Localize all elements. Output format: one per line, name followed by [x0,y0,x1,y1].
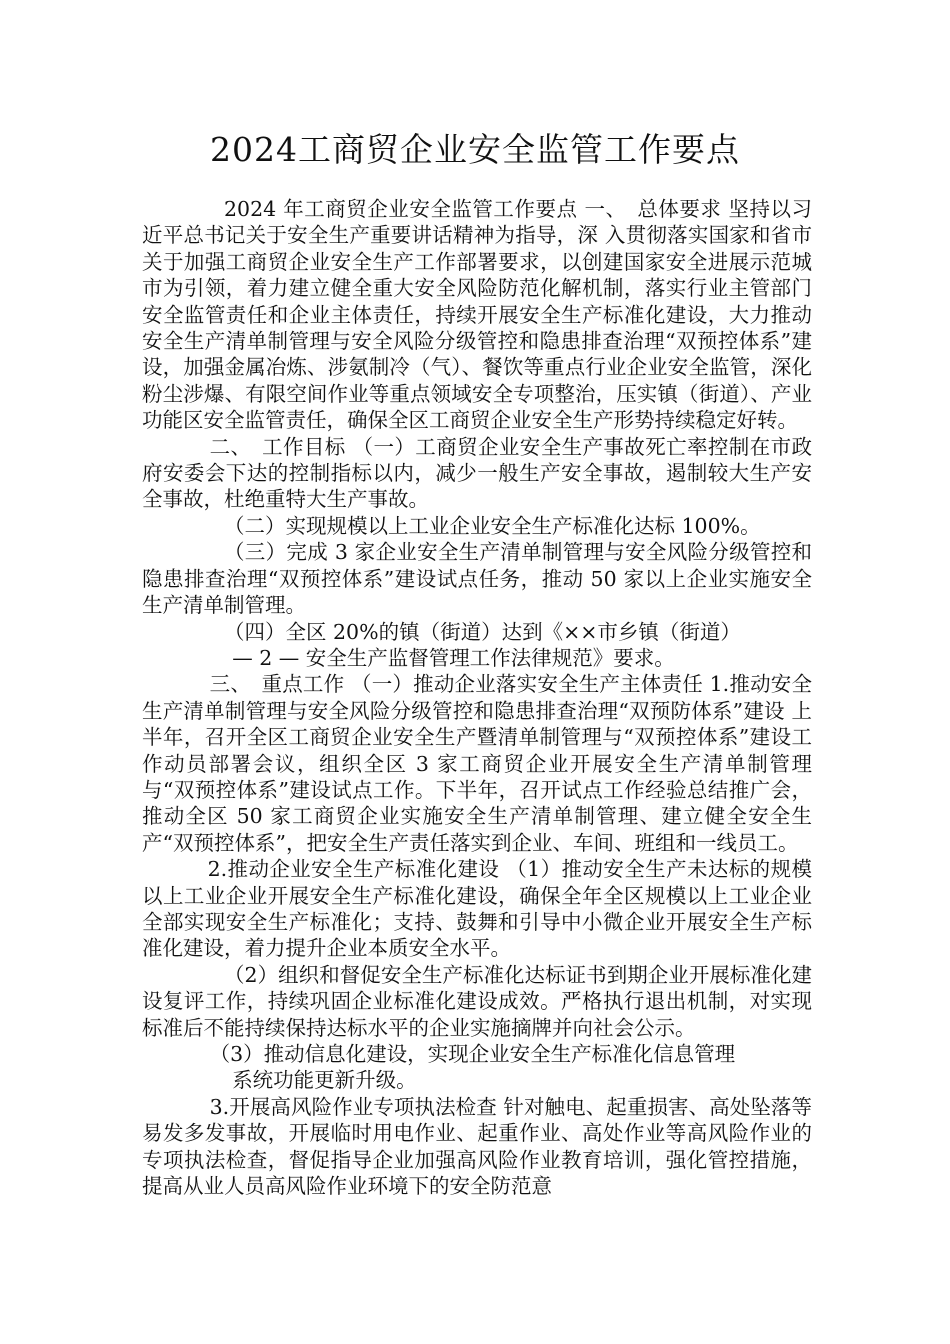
paragraph-work-goals: 二、 工作目标 （一）工商贸企业安全生产事故死亡率控制在市政府安委会下达的控制指标以内，减少一般生产安全事故，遏制较大生产安全事故，杜绝重特大生产事故。 [142,434,812,512]
paragraph-system-upgrade: 系统功能更新升级。 [232,1068,417,1093]
paragraph-goal-4: （四）全区 20%的镇（街道）达到《××市乡镇（街道） [224,619,741,644]
paragraph-informatization: （3）推动信息化建设，实现企业安全生产标准化信息管理 [209,1042,736,1066]
paragraph-page-break-line: — 2 — 安全生产监督管理工作法律规范》要求。 [232,645,675,670]
document-title: 2024工商贸企业安全监管工作要点 [210,130,740,169]
paragraph-review-work: （2）组织和督促安全生产标准化达标证书到期企业开展标准化建设复评工作，持续巩固企业标准化建设成效。严格执行退出机制，对实现标准后不能持续保持达标水平的企业实施摘牌并向社会公示。 [142,962,812,1040]
document-body [142,196,812,1199]
paragraph-key-work: 三、 重点工作 （一）推动企业落实安全生产主体责任 1.推动安全生产清单制管理与安全风险分级管控和隐患排查治理“双预防体系”建设 上半年，召开全区工商贸企业安全生产暨清单制管理与“双预控体系”建设工作动员部署会议，组织全区 3 家工商贸企业开展安全生产清单制管理与“双预控体系”建设试点工作。下半年，召开试点工作经验总结推广会，推动全区 50 家工商贸企业实施安全生产清单制管理、建立健全安全生产“双预控体系”，把安全生产责任落实到企业、车间、班组和一线员工。 [142,672,812,855]
paragraph-goal-3: （三）完成 3 家企业安全生产清单制管理与安全风险分级管控和隐患排查治理“双预控体系”建设试点任务，推动 50 家以上企业实施安全生产清单制管理。 [142,540,812,618]
paragraph-goal-2: （二）实现规模以上工业企业安全生产标准化达标 100%。 [224,513,761,538]
paragraph-overall-requirements: 2024 年工商贸企业安全监管工作要点 一、 总体要求 坚持以习近平总书记关于安全生产重要讲话精神为指导，深 入贯彻落实国家和省市关于加强工商贸企业安全生产工作部署要求，以创建国家安全进展示范城市为引领，着力建立健全重大安全风险防范化解机制，落实行业主管部门安全监管责任和企业主体责任，持续开展安全生产标准化建设，大力推动安全生产清单制管理与安全风险分级管控和隐患排查治理“双预控体系”建设，加强金属冶炼、涉氨制冷（气）、餐饮等重点行业企业安全监管，深化粉尘涉爆、有限空间作业等重点领域安全专项整治，压实镇（街道）、产业功能区安全监管责任，确保全区工商贸企业安全生产形势持续稳定好转。 [142,197,812,433]
paragraph-standardization: 2.推动企业安全生产标准化建设 （1）推动安全生产未达标的规模以上工业企业开展安全生产标准化建设，确保全年全区规模以上工业企业全部实现安全生产标准化；支持、鼓舞和引导中小微企业开展安全生产标准化建设，着力提升企业本质安全水平。 [142,857,812,961]
paragraph-high-risk-inspection: 3.开展高风险作业专项执法检查 针对触电、起重损害、高处坠落等易发多发事故，开展临时用电作业、起重作业、高处作业等高风险作业的专项执法检查，督促指导企业加强高风险作业教育培训，强化管控措施，提高从业人员高风险作业环境下的安全防范意 [142,1094,812,1199]
